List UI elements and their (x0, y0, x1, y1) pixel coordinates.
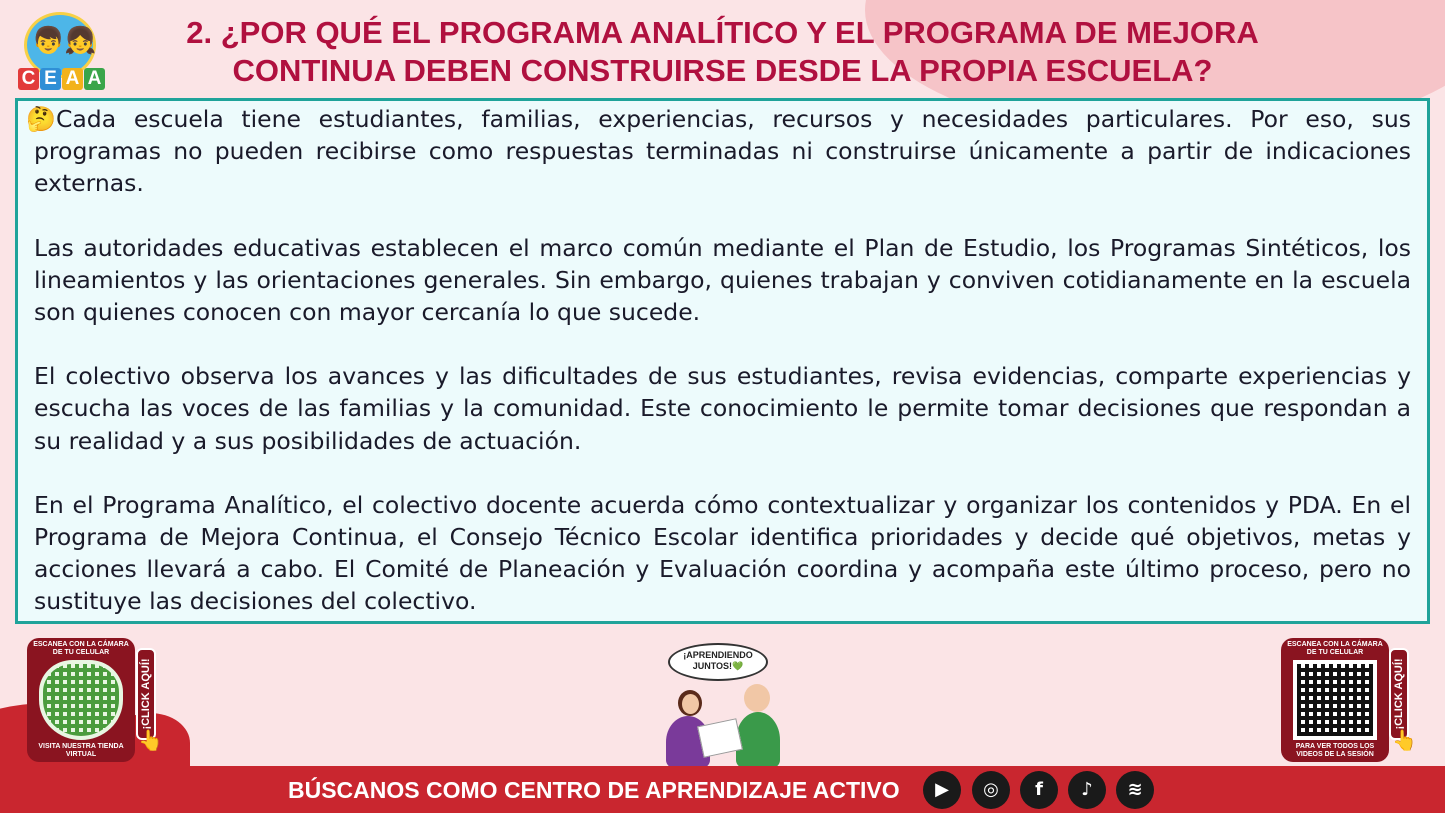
teacher-body-icon (736, 712, 780, 768)
footer-bar (0, 766, 1445, 813)
content-box (15, 98, 1430, 624)
title-line: CONTINUA DEBEN CONSTRUIRSE DESDE LA PROPIA ESCUELA? (232, 53, 1213, 88)
speech-bubble: ¡APRENDIENDO JUNTOS!💚 (668, 643, 768, 681)
spotify-icon[interactable]: ≋ (1116, 771, 1154, 809)
logo-letter: E (40, 68, 61, 90)
qr-caption: ESCANEA CON LA CÁMARA DE TU CELULAR (33, 641, 129, 656)
facebook-icon[interactable]: f (1020, 771, 1058, 809)
pointer-hand-icon: 👆 (1392, 728, 1417, 752)
logo-letter: C (18, 68, 39, 90)
click-here-button[interactable] (1389, 648, 1409, 740)
click-here-label: ¡CLICK AQUÍ! (140, 658, 152, 730)
store-qr-card[interactable] (27, 638, 135, 762)
title-line: 2. ¿POR QUÉ EL PROGRAMA ANALÍTICO Y EL PROGRAMA DE MEJORA (186, 15, 1259, 50)
footer-text: BÚSCANOS COMO CENTRO DE APRENDIZAJE ACTIVO (288, 777, 900, 803)
click-here-label: ¡CLICK AQUÍ! (1393, 658, 1405, 730)
logo-letter: A (84, 68, 105, 90)
qr-caption: PARA VER TODOS LOS VIDEOS DE LA SESIÓN (1295, 743, 1375, 758)
logo-letter: A (62, 68, 83, 90)
children-icon: 👦👧 (32, 26, 97, 56)
click-here-button[interactable] (136, 648, 156, 740)
thinking-face-icon: 🤔 (26, 105, 56, 133)
teacher-face-icon (682, 694, 699, 714)
paragraph: Cada escuela tiene estudiantes, familias, experiencias, recursos y necesidades particulares. Por eso, sus programas no pueden recibirse como respuestas terminadas ni construirse únicamente a partir de indicaciones externas. (34, 105, 1411, 198)
qr-code-icon[interactable] (1293, 660, 1377, 740)
videos-qr-card[interactable] (1281, 638, 1389, 762)
paragraph: En el Programa Analítico, el colectivo docente acuerda cómo contextualizar y organizar los contenidos y PDA. En el Programa de Mejora Continua, el Consejo Técnico Escolar identifica prioridades y decide qué objetivos, metas y acciones llevará a cabo. El Comité de Planeación y Evaluación coordina y acompaña este último proceso, pero no sustituye las decisiones del colectivo. (34, 490, 1411, 616)
qr-code-icon[interactable] (39, 660, 123, 740)
qr-caption: ESCANEA CON LA CÁMARA DE TU CELULAR (1287, 641, 1383, 656)
paragraph: Las autoridades educativas establecen el marco común mediante el Plan de Estudio, los Programas Sintéticos, los lineamientos y las orientaciones generales. Sin embargo, quienes trabajan y conviven cotidianamente en la escuela son quienes conocen con mayor cercanía lo que sucede. (34, 233, 1411, 327)
instagram-icon[interactable]: ◎ (972, 771, 1010, 809)
ceaa-logo (18, 12, 104, 90)
tiktok-icon[interactable]: ♪ (1068, 771, 1106, 809)
youtube-icon[interactable]: ▶ (923, 771, 961, 809)
paragraph: El colectivo observa los avances y las dificultades de sus estudiantes, revisa evidencias, comparte experiencias y escucha las voces de las familias y la comunidad. Este conocimiento le permite tomar decisiones que respondan a su realidad y a sus posibilidades de actuación. (34, 362, 1411, 455)
page-title (120, 14, 1325, 90)
pointer-hand-icon: 👆 (138, 728, 163, 752)
logo-letters (18, 68, 105, 90)
teacher-face-icon (744, 684, 770, 712)
qr-caption: VISITA NUESTRA TIENDA VIRTUAL (38, 743, 124, 758)
